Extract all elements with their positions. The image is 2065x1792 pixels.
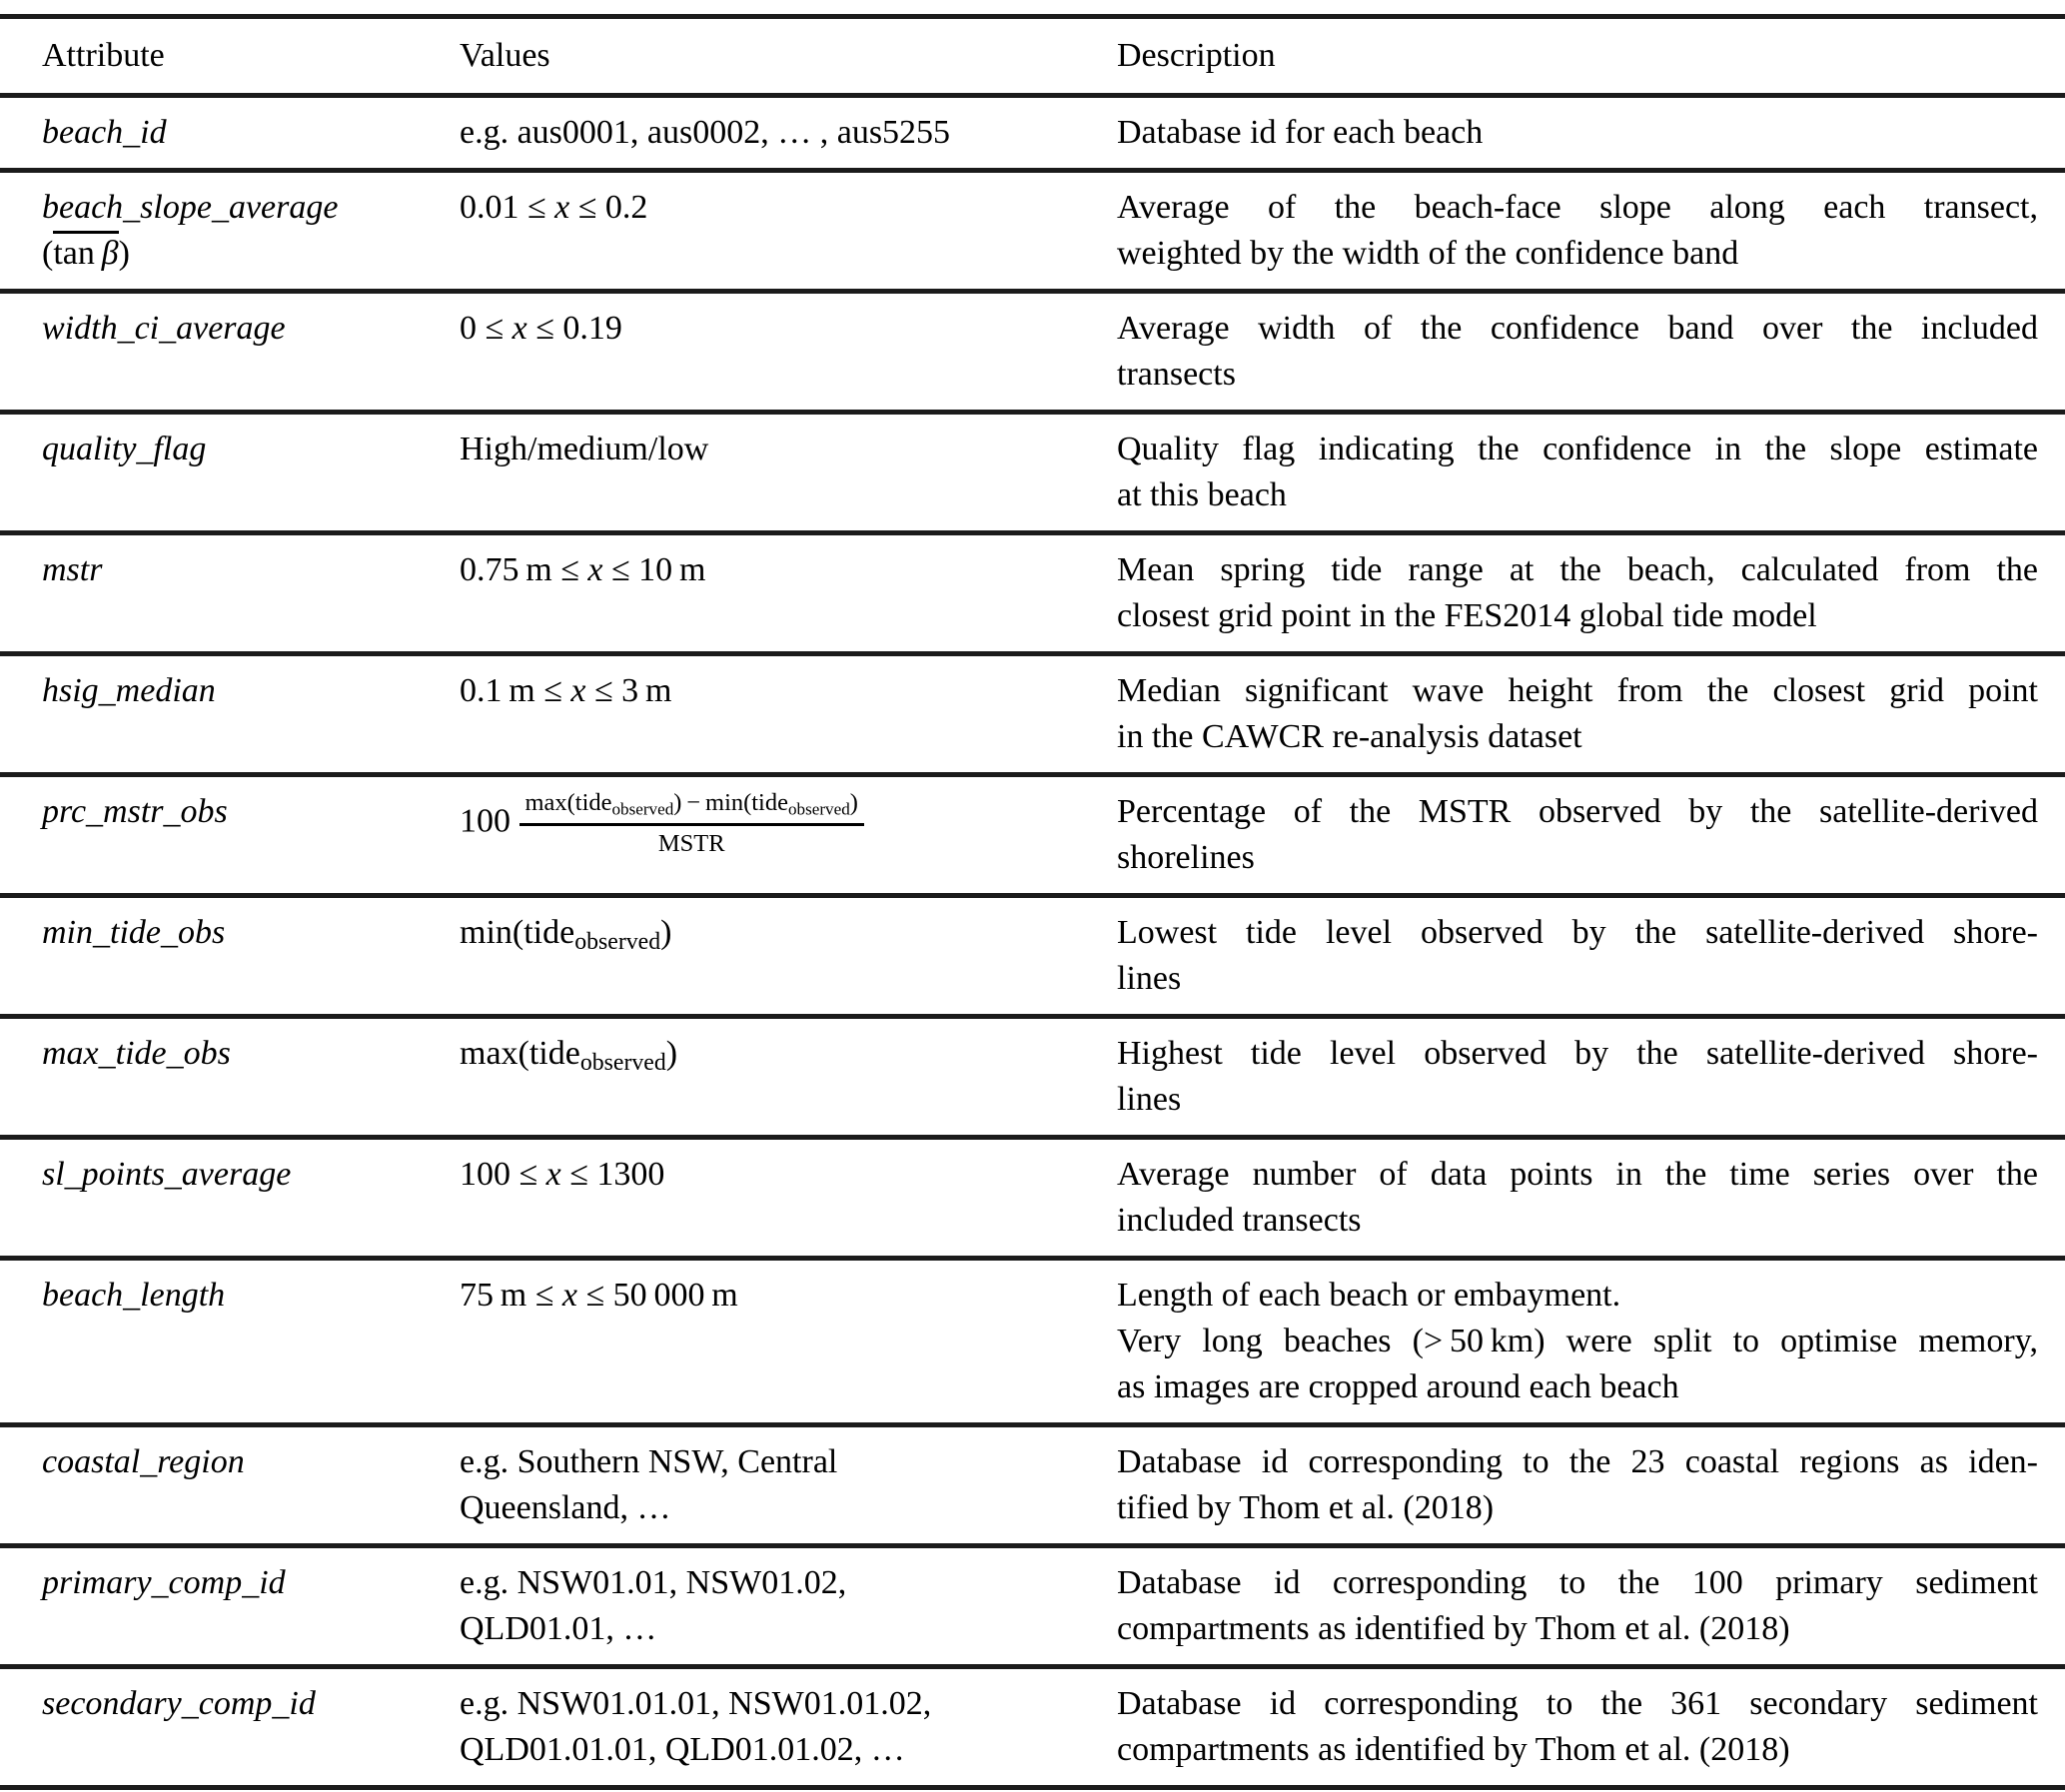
text-run: ( xyxy=(42,235,54,272)
description-line: tified by Thom et al. (2018) xyxy=(1117,1489,1495,1526)
text-run: max_tide_obs xyxy=(42,1035,231,1072)
text-run: x xyxy=(587,551,603,588)
text-run: sl_points_average xyxy=(42,1156,292,1193)
values-cell xyxy=(460,1152,1117,1198)
text-run: max(tide xyxy=(460,1035,580,1072)
values-cell xyxy=(460,668,1117,714)
table-row xyxy=(0,294,2065,410)
value-line xyxy=(460,1560,1117,1606)
text-run: mstr xyxy=(42,551,103,588)
text-run: hsig_median xyxy=(42,672,216,709)
table-row xyxy=(0,1548,2065,1664)
description-cell xyxy=(1117,427,2038,518)
description-line: as images are cropped around each beach xyxy=(1117,1368,1679,1405)
text-run: max(tide xyxy=(524,789,612,816)
table-row xyxy=(0,777,2065,893)
description-line: at this beach xyxy=(1117,476,1287,513)
description-line: included transects xyxy=(1117,1202,1362,1239)
text-run: 100 xyxy=(460,802,519,840)
description-line: Median significant wave height from the closest grid point xyxy=(1117,672,2038,709)
text-run: x xyxy=(570,672,586,709)
attribute-table xyxy=(0,14,2065,1790)
attribute-line xyxy=(42,110,460,156)
values-cell xyxy=(460,1439,1117,1531)
description-line: Percentage of the MSTR observed by the satellite-derived xyxy=(1117,793,2038,830)
description-line: compartments as identified by Thom et al. (2018) xyxy=(1117,1731,1790,1768)
description-cell xyxy=(1117,1152,2038,1244)
text-run: ≤ 3 m xyxy=(585,672,672,709)
text-run: ) xyxy=(665,1035,678,1072)
text-run: QLD01.01, … xyxy=(460,1610,657,1647)
attribute-line xyxy=(42,1560,460,1606)
attribute-line xyxy=(42,668,460,714)
text-run: 100 ≤ xyxy=(460,1156,546,1193)
table-row xyxy=(0,535,2065,651)
description-line: compartments as identified by Thom et al. (2018) xyxy=(1117,1610,1790,1647)
attribute-cell xyxy=(42,789,460,835)
text-run: quality_flag xyxy=(42,431,207,467)
text-run: ≤ 0.2 xyxy=(569,189,648,226)
attribute-line xyxy=(42,427,460,472)
description-line: Length of each beach or embayment. xyxy=(1117,1277,1621,1314)
attribute-line xyxy=(42,1031,460,1077)
text-run: tan xyxy=(53,235,102,272)
value-line xyxy=(460,1727,1117,1773)
description-line: closest grid point in the FES2014 global tide model xyxy=(1117,597,1817,634)
value-line xyxy=(460,789,1117,858)
description-cell xyxy=(1117,910,2038,1002)
value-line xyxy=(460,1439,1117,1485)
column-header-attribute: Attribute xyxy=(42,37,165,74)
description-line: Database id corresponding to the 100 primary sediment xyxy=(1117,1564,2038,1601)
description-line: Database id corresponding to the 361 secondary sediment xyxy=(1117,1685,2038,1722)
values-cell xyxy=(460,1031,1117,1086)
description-cell xyxy=(1117,1273,2038,1410)
text-run: ) xyxy=(118,235,130,272)
text-run: secondary_comp_id xyxy=(42,1685,316,1722)
text-run: ≤ 0.19 xyxy=(526,310,622,347)
value-line xyxy=(460,547,1117,593)
description-cell xyxy=(1117,306,2038,398)
attribute-line xyxy=(42,1439,460,1485)
text-run: observed xyxy=(787,799,850,819)
text-run: min_tide_obs xyxy=(42,914,226,951)
text-run: beach_id xyxy=(42,114,167,151)
value-line xyxy=(460,1606,1117,1652)
description-line: Average of the beach-face slope along each transect, xyxy=(1117,189,2038,226)
description-cell xyxy=(1117,668,2038,760)
attribute-cell xyxy=(42,1031,460,1077)
description-line: Very long beaches (> 50 km) were split to optimise memory, xyxy=(1117,1323,2038,1359)
attribute-line xyxy=(42,185,460,231)
text-run: beach_length xyxy=(42,1277,226,1314)
attribute-line xyxy=(42,789,460,835)
table-header-row xyxy=(0,19,2065,93)
text-run: MSTR xyxy=(657,829,725,857)
text-run: 0 ≤ xyxy=(460,310,513,347)
text-run: x xyxy=(554,189,570,226)
attribute-cell xyxy=(42,185,460,277)
table-row xyxy=(0,1140,2065,1256)
values-cell xyxy=(460,110,1117,156)
attribute-cell xyxy=(42,910,460,956)
overline-expression xyxy=(53,231,118,272)
description-line: lines xyxy=(1117,960,1182,997)
text-run: 0.75 m ≤ xyxy=(460,551,588,588)
attribute-line xyxy=(42,910,460,956)
description-cell xyxy=(1117,547,2038,639)
table-row xyxy=(0,1669,2065,1785)
value-line xyxy=(460,427,1117,472)
description-line: Average width of the confidence band over the included xyxy=(1117,310,2038,347)
table-row xyxy=(0,173,2065,289)
description-line: transects xyxy=(1117,356,1236,393)
attribute-cell xyxy=(42,668,460,714)
text-run: ) xyxy=(849,789,858,816)
text-run: 75 m ≤ xyxy=(460,1277,562,1314)
column-header-description: Description xyxy=(1117,37,1276,74)
description-line: Mean spring tide range at the beach, calculated from the xyxy=(1117,551,2038,588)
text-run: ≤ 50 000 m xyxy=(577,1277,738,1314)
row-separator-rule xyxy=(0,1785,2065,1790)
description-cell xyxy=(1117,789,2038,881)
value-line xyxy=(460,668,1117,714)
description-line: Highest tide level observed by the satellite-derived shore- xyxy=(1117,1035,2038,1072)
value-line xyxy=(460,185,1117,231)
fraction-numerator xyxy=(519,789,864,826)
text-run: Queensland, … xyxy=(460,1489,671,1526)
attribute-line xyxy=(42,1273,460,1319)
text-run: beach_slope_average xyxy=(42,189,339,226)
attribute-cell xyxy=(42,547,460,593)
description-cell xyxy=(1117,1560,2038,1652)
value-line xyxy=(460,1485,1117,1531)
column-header-values: Values xyxy=(460,37,550,74)
values-cell xyxy=(460,306,1117,352)
attribute-line xyxy=(42,1681,460,1727)
value-line xyxy=(460,1152,1117,1198)
description-line: in the CAWCR re-analysis dataset xyxy=(1117,718,1582,755)
text-run: e.g. Southern NSW, Central xyxy=(460,1443,838,1480)
text-run: High/medium/low xyxy=(460,431,709,467)
table-body xyxy=(0,98,2065,1790)
description-cell xyxy=(1117,110,2038,156)
description-line: Lowest tide level observed by the satellite-derived shore- xyxy=(1117,914,2038,951)
value-line xyxy=(460,910,1117,965)
text-run: e.g. NSW01.01.01, NSW01.01.02, xyxy=(460,1685,932,1722)
text-run: x xyxy=(512,310,527,347)
attribute-cell xyxy=(42,306,460,352)
values-cell xyxy=(460,185,1117,231)
attribute-cell xyxy=(42,1439,460,1485)
text-run: min(tide xyxy=(460,914,575,951)
value-line xyxy=(460,1681,1117,1727)
text-run: observed xyxy=(574,928,661,955)
description-cell xyxy=(1117,1439,2038,1531)
text-run: coastal_region xyxy=(42,1443,245,1480)
text-run: width_ci_average xyxy=(42,310,286,347)
values-cell xyxy=(460,910,1117,965)
value-line xyxy=(460,306,1117,352)
attribute-cell xyxy=(42,1560,460,1606)
description-line: lines xyxy=(1117,1081,1182,1118)
values-cell xyxy=(460,1681,1117,1773)
table-row xyxy=(0,656,2065,772)
attribute-line xyxy=(42,231,460,277)
values-cell xyxy=(460,1273,1117,1319)
text-run: x xyxy=(545,1156,561,1193)
values-cell xyxy=(460,427,1117,472)
attribute-line xyxy=(42,547,460,593)
attribute-cell xyxy=(42,1681,460,1727)
text-run: x xyxy=(561,1277,578,1314)
value-line xyxy=(460,1273,1117,1319)
value-line xyxy=(460,110,1117,156)
fraction xyxy=(519,789,864,858)
text-run: 0.1 m ≤ xyxy=(460,672,571,709)
text-run: observed xyxy=(579,1049,666,1076)
attribute-line xyxy=(42,306,460,352)
attribute-line xyxy=(42,1152,460,1198)
table-row xyxy=(0,98,2065,168)
attribute-cell xyxy=(42,110,460,156)
text-run: e.g. aus0001, aus0002, … , aus5255 xyxy=(460,114,951,151)
table-row xyxy=(0,415,2065,530)
text-run: 0.01 ≤ xyxy=(460,189,555,226)
value-line xyxy=(460,1031,1117,1086)
values-cell xyxy=(460,547,1117,593)
text-run: e.g. NSW01.01, NSW01.02, xyxy=(460,1564,847,1601)
fraction-denominator xyxy=(519,826,864,858)
table-row xyxy=(0,1261,2065,1422)
description-line: Quality flag indicating the confidence in the slope estimate xyxy=(1117,431,2038,467)
text-run: β xyxy=(101,235,119,272)
text-run: prc_mstr_obs xyxy=(42,793,228,830)
description-cell xyxy=(1117,1031,2038,1123)
attribute-cell xyxy=(42,427,460,472)
description-cell xyxy=(1117,1681,2038,1773)
table-row xyxy=(0,1427,2065,1543)
values-cell xyxy=(460,1560,1117,1652)
attribute-cell xyxy=(42,1152,460,1198)
table-row xyxy=(0,1019,2065,1135)
values-cell xyxy=(460,789,1117,858)
description-cell xyxy=(1117,185,2038,277)
text-run: observed xyxy=(611,799,674,819)
text-run: QLD01.01.01, QLD01.01.02, … xyxy=(460,1731,905,1768)
description-line: Average number of data points in the time series over the xyxy=(1117,1156,2038,1193)
table-row xyxy=(0,898,2065,1014)
description-line: shorelines xyxy=(1117,839,1255,876)
text-run: ) − min(tide xyxy=(673,789,788,816)
text-run: ) xyxy=(660,914,672,951)
text-run: ≤ 1300 xyxy=(560,1156,665,1193)
attribute-cell xyxy=(42,1273,460,1319)
text-run: ≤ 10 m xyxy=(602,551,706,588)
text-run: primary_comp_id xyxy=(42,1564,286,1601)
description-line: Database id corresponding to the 23 coastal regions as iden- xyxy=(1117,1443,2038,1480)
description-line: weighted by the width of the confidence band xyxy=(1117,235,1739,272)
description-line: Database id for each beach xyxy=(1117,114,1484,151)
